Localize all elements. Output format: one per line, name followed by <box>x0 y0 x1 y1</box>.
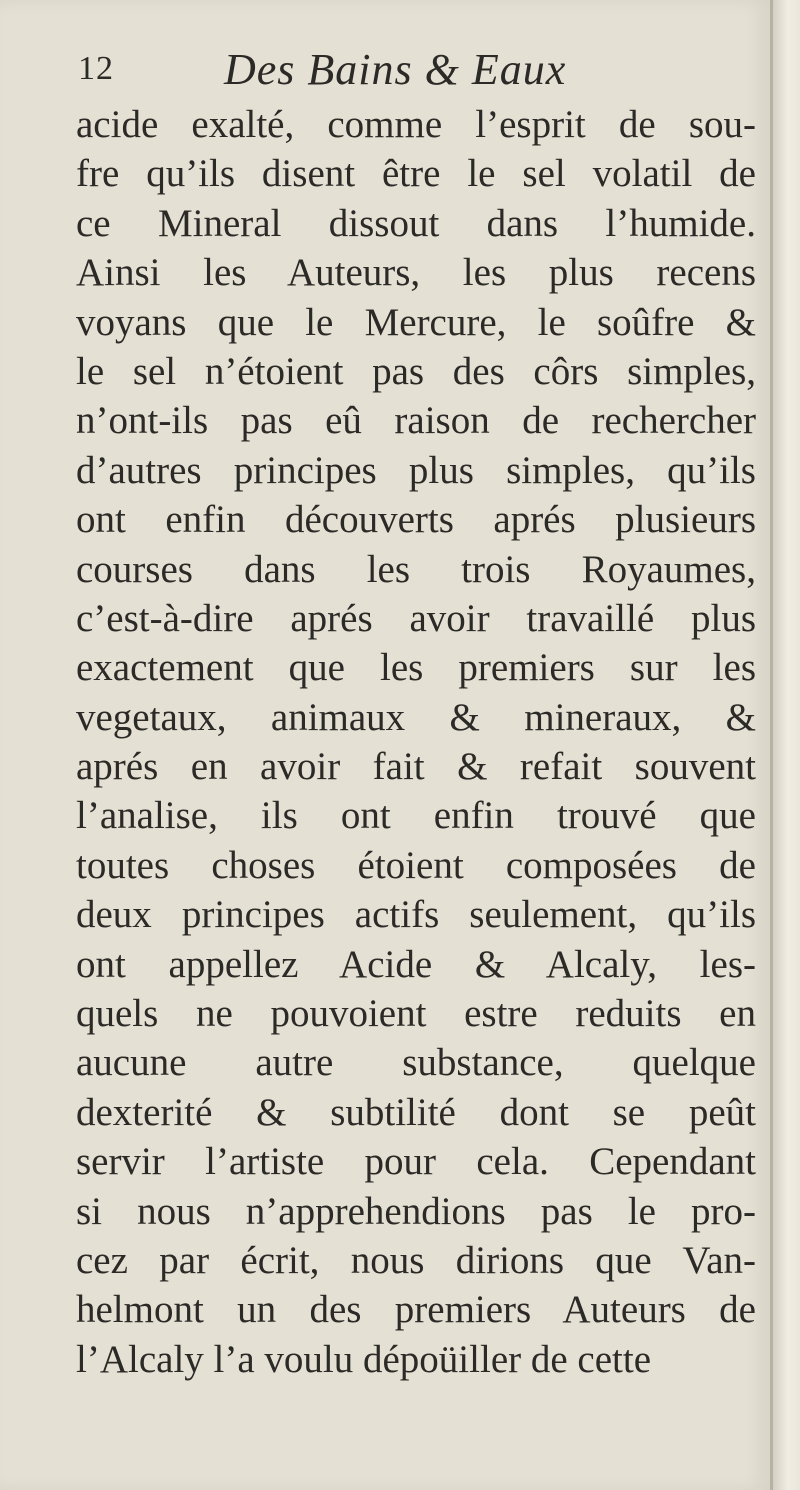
text-line: l’Alcaly l’a voulu dépoüiller de cette <box>76 1337 652 1381</box>
text-line: dexterité & subtilité dont se peût <box>76 1090 756 1134</box>
text-line: aucune autre substance, quelque <box>76 1041 756 1085</box>
running-title: Des Bains & Eaux <box>224 45 567 94</box>
page-number: 12 <box>78 50 114 87</box>
body-text <box>76 100 756 1384</box>
text-line: ont appellez Acide & Alcaly, les- <box>76 942 756 986</box>
text-line: fre qu’ils disent être le sel volatil de <box>76 152 756 196</box>
text-line: vegetaux, animaux & mineraux, & <box>76 695 756 739</box>
text-line: n’ont-ils pas eû raison de rechercher <box>76 399 756 443</box>
text-line: c’est-à-dire aprés avoir travaillé plus <box>76 596 756 640</box>
text-line: quels ne pouvoient estre reduits en <box>76 992 756 1036</box>
gutter-edge <box>770 0 773 1490</box>
text-line: acide exalté, comme l’esprit de sou- <box>76 103 756 146</box>
text-line: helmont un des premiers Auteurs de <box>76 1288 756 1332</box>
text-line: aprés en avoir fait & refait souvent <box>76 745 756 789</box>
text-line: l’analise, ils ont enfin trouvé que <box>76 794 756 838</box>
text-line: courses dans les trois Royaumes, <box>76 547 756 591</box>
text-line: deux principes actifs seulement, qu’ils <box>76 893 756 937</box>
text-line: voyans que le Mercure, le soûfre & <box>76 300 756 344</box>
page-gutter <box>770 0 800 1490</box>
text-line: exactement que les premiers sur les <box>76 646 756 690</box>
text-line: ce Mineral dissout dans l’humide. <box>76 201 756 245</box>
text-line: le sel n’étoient pas des côrs simples, <box>76 349 756 393</box>
text-line: Ainsi les Auteurs, les plus recens <box>76 251 756 295</box>
text-line: si nous n’apprehendions pas le pro- <box>76 1189 756 1233</box>
text-line: ont enfin découverts aprés plusieurs <box>76 498 756 542</box>
page-header <box>78 44 738 104</box>
text-line: cez par écrit, nous dirions que Van- <box>76 1238 756 1282</box>
text-line: servir l’artiste pour cela. Cependant <box>76 1140 756 1184</box>
text-line: toutes choses étoient composées de <box>76 843 756 887</box>
text-line: d’autres principes plus simples, qu’ils <box>76 448 756 492</box>
